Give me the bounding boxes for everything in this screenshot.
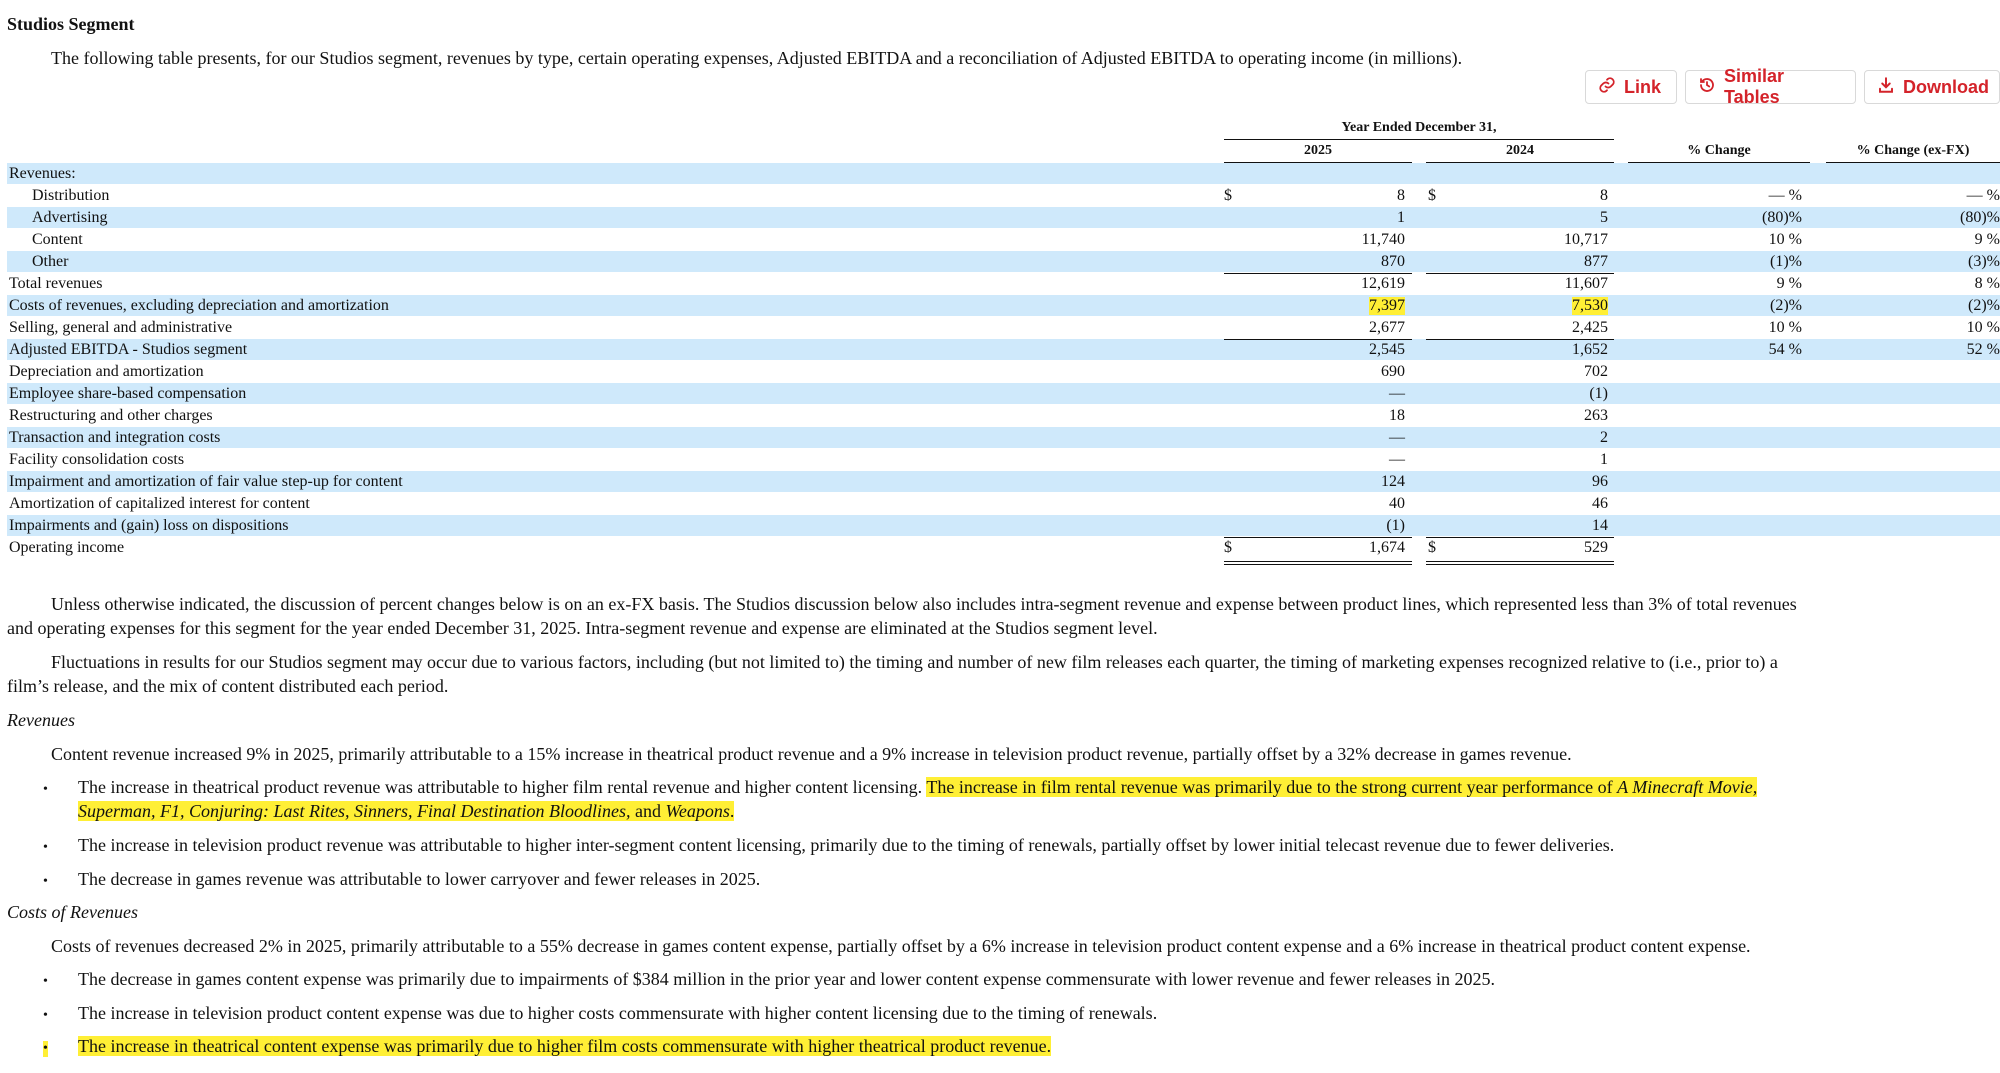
table-row <box>7 449 2000 470</box>
value-2024: 877 <box>1584 253 1608 270</box>
table-row <box>7 273 2000 294</box>
value-2024: 5 <box>1600 209 1608 226</box>
bullet-dot: • <box>43 1008 48 1023</box>
costs-subheading: Costs of Revenues <box>7 902 138 922</box>
table-row <box>7 229 2000 250</box>
value-2025: 870 <box>1381 253 1405 270</box>
row-label: Amortization of capitalized interest for content <box>9 495 310 512</box>
value-2025: 7,397 <box>1369 297 1405 314</box>
table-row <box>7 405 2000 426</box>
value-2025: 124 <box>1381 473 1405 490</box>
row-label: Employee share-based compensation <box>9 385 247 402</box>
value-2024: 11,607 <box>1564 275 1608 292</box>
paragraph-ex-fx-cont: and operating expenses for this segment for the year ended December 31, 2025. Intra-segment revenue and expense are eliminated at the Studios segment level. <box>7 618 1158 638</box>
revenues-paragraph: Content revenue increased 9% in 2025, primarily attributable to a 15% increase in theatrical product revenue and a 9% increase in television product revenue, partially offset by a 32% decrease in games revenue. <box>51 744 1572 764</box>
highlighted-text: The increase in film rental revenue was primarily due to the strong current year performance of A Minecraft Movie, Superman, F1, Conjuring: Last Rites, Sinners, Final Destination Bloodlines, and Weapons. <box>78 777 1758 821</box>
table-rule <box>1426 537 1614 538</box>
costs-paragraph: Costs of revenues decreased 2% in 2025, primarily attributable to a 55% decrease in games content expense, partially offset by a 6% increase in television product content expense and a 6% increase in theatrical product content expense. <box>51 936 1751 956</box>
table-rule <box>1224 339 1412 340</box>
history-icon <box>1698 76 1716 99</box>
bullet-text: The increase in theatrical product revenue was attributable to higher film rental revenue and higher content licensing. <box>78 777 923 797</box>
download-button[interactable] <box>1864 70 2000 104</box>
value-2025: 11,740 <box>1361 231 1405 248</box>
row-label: Impairments and (gain) loss on dispositions <box>9 517 289 534</box>
row-label: Operating income <box>9 539 125 556</box>
col-2024-header: 2024 <box>1506 143 1534 158</box>
value-2024: 1 <box>1600 451 1608 468</box>
pct-change-exfx: — % <box>1966 187 2000 204</box>
link-icon <box>1598 76 1616 99</box>
table-row <box>7 361 2000 382</box>
currency-symbol: $ <box>1224 187 1232 204</box>
table-row <box>7 207 2000 228</box>
link-button[interactable] <box>1585 70 1677 104</box>
table-row <box>7 251 2000 272</box>
value-2024: 263 <box>1584 407 1608 424</box>
pct-change: 9 % <box>1776 275 1802 292</box>
table-row <box>7 295 2000 316</box>
row-label: Impairment and amortization of fair value step-up for content <box>9 473 403 490</box>
row-label: Revenues: <box>9 165 76 182</box>
value-2024: (1) <box>1589 385 1608 402</box>
bullet-dot: • <box>43 974 48 989</box>
value-2025: 690 <box>1381 363 1405 380</box>
bullet-dot: • <box>43 840 48 855</box>
bullet-theatrical-cost <box>78 1034 1051 1058</box>
header-rule <box>1224 139 1614 140</box>
value-2025: — <box>1389 385 1405 402</box>
table-rule <box>1224 273 1412 274</box>
value-2024: 96 <box>1592 473 1608 490</box>
value-2024: 1,652 <box>1572 341 1608 358</box>
pct-change-exfx: (2)% <box>1968 297 2000 314</box>
section-heading: Studios Segment <box>7 14 135 34</box>
bullet-games-cost: The decrease in games content expense was primarily due to impairments of $384 million in the prior year and lower content expense commensurate with lower revenue and fewer releases in 2025. <box>78 969 1496 989</box>
row-label: Adjusted EBITDA - Studios segment <box>9 341 248 358</box>
bullet-dot: • <box>43 1041 48 1056</box>
download-button-label: Download <box>1903 76 1989 97</box>
value-2025: 1 <box>1397 209 1405 226</box>
value-2024: 7,530 <box>1572 297 1608 314</box>
pct-change-exfx: 9 % <box>1974 231 2000 248</box>
value-2025: 40 <box>1389 495 1405 512</box>
row-label: Content <box>32 231 83 248</box>
value-2025: — <box>1389 451 1405 468</box>
bullet-games-revenue: The decrease in games revenue was attributable to lower carryover and fewer releases in 2025. <box>78 869 761 889</box>
intro-paragraph: The following table presents, for our Studios segment, revenues by type, certain operating expenses, Adjusted EBITDA and a reconciliation of Adjusted EBITDA to operating income (in millions). <box>51 48 1463 68</box>
table-rule <box>1224 537 1412 538</box>
col-2025-header: 2025 <box>1304 143 1332 158</box>
revenues-subheading: Revenues <box>7 710 75 730</box>
table-row <box>7 163 2000 184</box>
year-group-header: Year Ended December 31, <box>1341 120 1497 135</box>
table-rule <box>1224 561 1412 565</box>
similar-tables-label: Similar Tables <box>1724 66 1785 107</box>
pct-change: (2)% <box>1770 297 1802 314</box>
row-label: Facility consolidation costs <box>9 451 185 468</box>
value-2024: 2 <box>1600 429 1608 446</box>
pct-change-exfx: (80)% <box>1960 209 2000 226</box>
row-label: Total revenues <box>9 275 103 292</box>
table-row <box>7 515 2000 536</box>
bullet-dot: • <box>43 782 48 797</box>
table-row <box>7 493 2000 514</box>
pct-change: 54 % <box>1768 341 1802 358</box>
pct-change-exfx: 10 % <box>1966 319 2000 336</box>
pct-change: 10 % <box>1768 319 1802 336</box>
row-label: Advertising <box>32 209 108 226</box>
value-2024: 529 <box>1584 539 1608 556</box>
table-row <box>7 339 2000 360</box>
pct-change: (80)% <box>1762 209 1802 226</box>
bullet-theatrical-revenue <box>78 775 1983 823</box>
highlighted-text: The increase in theatrical content expense was primarily due to higher film costs commensurate with higher theatrical product revenue. <box>78 1036 1052 1056</box>
table-row <box>7 383 2000 404</box>
value-2025: 2,677 <box>1369 319 1405 336</box>
table-rule <box>1426 339 1614 340</box>
paragraph-fluctuations-cont: film’s release, and the mix of content distributed each period. <box>7 676 449 696</box>
value-2024: 10,717 <box>1564 231 1608 248</box>
value-2025: (1) <box>1386 517 1405 534</box>
table-rule <box>1426 273 1614 274</box>
value-2024: 702 <box>1584 363 1608 380</box>
pct-change-exfx: 8 % <box>1974 275 2000 292</box>
link-button-label: Link <box>1624 76 1662 97</box>
table-row <box>7 427 2000 448</box>
pct-change: (1)% <box>1770 253 1802 270</box>
pct-change-exfx: (3)% <box>1968 253 2000 270</box>
row-label: Other <box>32 253 69 270</box>
row-label: Restructuring and other charges <box>9 407 213 424</box>
paragraph-fluctuations: Fluctuations in results for our Studios segment may occur due to various factors, including (but not limited to) the timing and number of new film releases each quarter, the timing of marketing expenses recognized relative to (i.e., prior to) a <box>51 652 1778 672</box>
value-2025: 12,619 <box>1361 275 1405 292</box>
table-row <box>7 317 2000 338</box>
row-label: Depreciation and amortization <box>9 363 204 380</box>
row-label: Distribution <box>32 187 110 204</box>
table-row <box>7 537 2000 563</box>
pct-change: — % <box>1768 187 1802 204</box>
paragraph-ex-fx: Unless otherwise indicated, the discussion of percent changes below is on an ex-FX basis. The Studios discussion below also includes intra-segment revenue and expense between product lines, which represented less than 3% of total revenues <box>51 594 1797 614</box>
table-row <box>7 185 2000 206</box>
bullet-dot: • <box>43 874 48 889</box>
value-2024: 46 <box>1592 495 1608 512</box>
currency-symbol: $ <box>1428 187 1436 204</box>
value-2024: 14 <box>1592 517 1608 534</box>
table-row <box>7 471 2000 492</box>
row-label: Costs of revenues, excluding depreciation and amortization <box>9 297 389 314</box>
similar-tables-button[interactable] <box>1685 66 1856 107</box>
value-2025: 2,545 <box>1369 341 1405 358</box>
col-change-exfx-header: % Change (ex-FX) <box>1856 143 1970 158</box>
currency-symbol: $ <box>1224 539 1232 556</box>
value-2025: 1,674 <box>1369 539 1405 556</box>
row-label: Transaction and integration costs <box>9 429 221 446</box>
pct-change-exfx: 52 % <box>1966 341 2000 358</box>
bullet-television-cost: The increase in television product content expense was due to higher costs commensurate with higher content licensing due to the timing of renewals. <box>78 1003 1158 1023</box>
bullet-television-revenue: The increase in television product revenue was attributable to higher inter-segment content licensing, primarily due to the timing of renewals, partially offset by lower initial telecast revenue due to fewer deliveries. <box>78 835 1615 855</box>
col-change-header: % Change <box>1687 143 1751 158</box>
row-label: Selling, general and administrative <box>9 319 233 336</box>
value-2025: 18 <box>1389 407 1405 424</box>
currency-symbol: $ <box>1428 539 1436 556</box>
value-2024: 8 <box>1600 187 1608 204</box>
value-2024: 2,425 <box>1572 319 1608 336</box>
value-2025: — <box>1389 429 1405 446</box>
pct-change: 10 % <box>1768 231 1802 248</box>
table-rule <box>1426 561 1614 565</box>
value-2025: 8 <box>1397 187 1405 204</box>
download-icon <box>1877 76 1895 99</box>
